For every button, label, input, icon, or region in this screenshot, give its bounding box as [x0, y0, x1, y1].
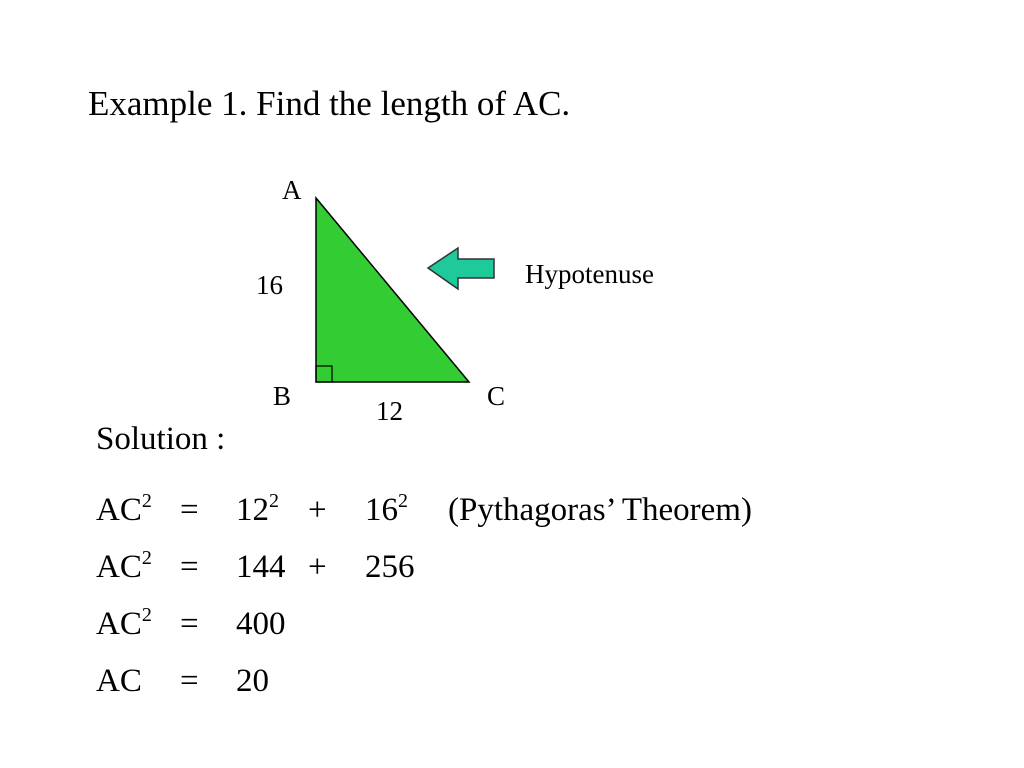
equation-term-a: 400 [236, 606, 286, 642]
vertex-label-a: A [282, 175, 302, 205]
theorem-note: (Pythagoras’ Theorem) [448, 492, 752, 528]
vertex-label-b: B [273, 381, 292, 411]
equation-term-a: 144 [236, 549, 286, 585]
equals-sign: = [180, 492, 199, 528]
equation-term-b: 256 [365, 549, 415, 585]
equals-sign: = [180, 549, 199, 585]
vertex-label-c: C [487, 381, 506, 411]
plus-sign: + [308, 549, 327, 585]
equation-term-b: $16^2$ [365, 490, 408, 528]
equation-lhs: $AC^2$ [96, 604, 152, 642]
equals-sign: = [180, 663, 199, 699]
equals-sign: = [180, 606, 199, 642]
equation-lhs: $AC^2$ [96, 547, 152, 585]
triangle-abc [316, 198, 469, 382]
side-label-bc: 12 [376, 396, 403, 426]
equation-lhs: $AC^2$ [96, 490, 152, 528]
equation-lhs: AC [96, 663, 142, 699]
slide-title: Example 1. Find the length of AC. [88, 84, 571, 123]
solution-heading: Solution : [96, 421, 226, 457]
equation-term-a: 20 [236, 663, 269, 699]
equation-term-a: $12^2$ [236, 490, 279, 528]
side-label-ab: 16 [256, 270, 283, 300]
hypotenuse-label: Hypotenuse [525, 259, 654, 289]
plus-sign: + [308, 492, 327, 528]
arrow-left-icon [428, 248, 494, 289]
